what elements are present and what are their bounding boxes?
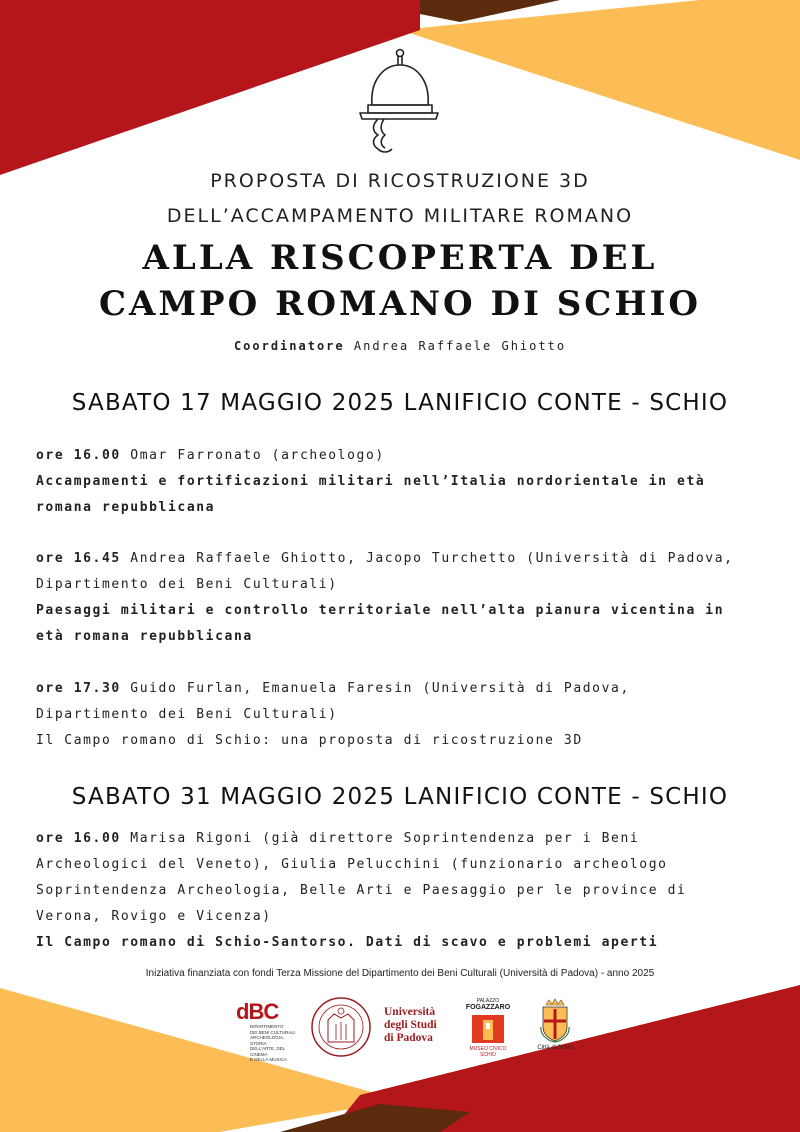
city-logo (532, 997, 578, 1051)
unipd-line-2: degli Studi (384, 1019, 437, 1031)
session-time: ore 17.30 (36, 681, 121, 696)
fogazzaro-line-1: PALAZZO (476, 998, 500, 1004)
session-title (36, 728, 776, 754)
coordinator (0, 339, 800, 353)
subtitle-line-1: PROPOSTA DI RICOSTRUZIONE 3D (210, 170, 590, 192)
session-speakers: Andrea Raffaele Ghiotto, Jacopo Turchetto (Università di Padova, (130, 551, 734, 566)
session-title-cont: romana repubblicana (36, 500, 216, 515)
university-seal-icon (306, 996, 376, 1058)
session-speakers-cont: Soprintendenza Archeologia, Belle Arti e Paesaggio per le province di (36, 883, 687, 898)
session-title-text: Il Campo romano di Schio: una proposta di ricostruzione 3D (36, 733, 583, 748)
session-speakers-cont: Dipartimento dei Beni Culturali) (36, 577, 338, 592)
session-title-cont: età romana repubblicana (36, 629, 253, 644)
fogazzaro-logo (464, 998, 512, 1058)
coordinator-name: Andrea Raffaele Ghiotto (353, 339, 567, 353)
dbc-text-3: ARCHEOLOGIA, STORIA (250, 1035, 285, 1046)
session-speakers-cont: Verona, Rovigo e Vicenza) (36, 909, 272, 924)
day2-heading: SABATO 31 MAGGIO 2025 LANIFICIO CONTE - SCHIO (71, 784, 729, 810)
roman-helmet-icon (358, 45, 440, 160)
city-crest-icon (540, 997, 570, 1043)
session-speakers: Marisa Rigoni (già direttore Soprintendenza per i Beni (130, 831, 640, 846)
fogazzaro-line-3: MUSEO CIVICO (469, 1046, 507, 1052)
top-right-orange-shape (400, 0, 800, 160)
dbc-text-4: DELL'ARTE, DEL CINEMA (250, 1046, 286, 1057)
dbc-text-1: DIPARTIMENTO (250, 1024, 284, 1029)
day1-heading: SABATO 17 MAGGIO 2025 LANIFICIO CONTE - SCHIO (71, 390, 729, 416)
fogazzaro-line-4: SCHIO (480, 1052, 496, 1058)
session-time: ore 16.45 (36, 551, 121, 566)
session-speakers: Omar Farronato (archeologo) (130, 448, 385, 463)
coordinator-label: Coordinatore (233, 339, 345, 353)
unipd-line-3: di Padova (384, 1032, 433, 1044)
session-title: Accampamenti e fortificazioni militari nell’Italia nordorientale in età (36, 474, 706, 489)
funding-note: Iniziativa finanziata con fondi Terza Missione del Dipartimento dei Beni Culturali (Università di Padova) - anno 2025 (145, 968, 655, 979)
dbc-logo (236, 999, 296, 1062)
unipd-wordmark (384, 1006, 437, 1045)
dbc-text-2: DEI BENI CULTURALI (250, 1029, 296, 1035)
day1-session-2 (36, 546, 776, 650)
day1-session-1 (36, 443, 776, 521)
subtitle-line-2: DELL’ACCAMPAMENTO MILITARE ROMANO (166, 205, 634, 227)
dbc-logo-text (250, 1024, 296, 1063)
session-speakers: Guido Furlan, Emanuela Faresin (Università di Padova, (130, 681, 630, 696)
top-left-red-shape (0, 0, 420, 175)
session-speakers-cont: Dipartimento dei Beni Culturali) (36, 707, 338, 722)
fogazzaro-building-icon (471, 1014, 505, 1044)
session-time: ore 16.00 (36, 831, 121, 846)
day2-session-1 (36, 826, 776, 956)
title-line-1: ALLA RISCOPERTA DEL (142, 238, 658, 278)
session-speakers-cont: Archeologici del Veneto), Giulia Pelucchini (funzionario archeologo (36, 857, 668, 872)
fogazzaro-line-2: FOGAZZARO (465, 1004, 511, 1011)
day1-session-3 (36, 676, 776, 754)
session-title: Il Campo romano di Schio-Santorso. Dati di scavo e problemi aperti (36, 935, 659, 950)
title-line-2: CAMPO ROMANO DI SCHIO (98, 284, 701, 324)
city-name: Città di Schio (537, 1045, 573, 1051)
dbc-logo-mark: dBC (236, 999, 279, 1024)
dbc-text-5: E DELLA MUSICA (250, 1057, 288, 1062)
unipd-line-1: Università (384, 1006, 436, 1018)
session-time: ore 16.00 (36, 448, 121, 463)
session-title: Paesaggi militari e controllo territoriale nell’alta pianura vicentina in (36, 603, 725, 618)
